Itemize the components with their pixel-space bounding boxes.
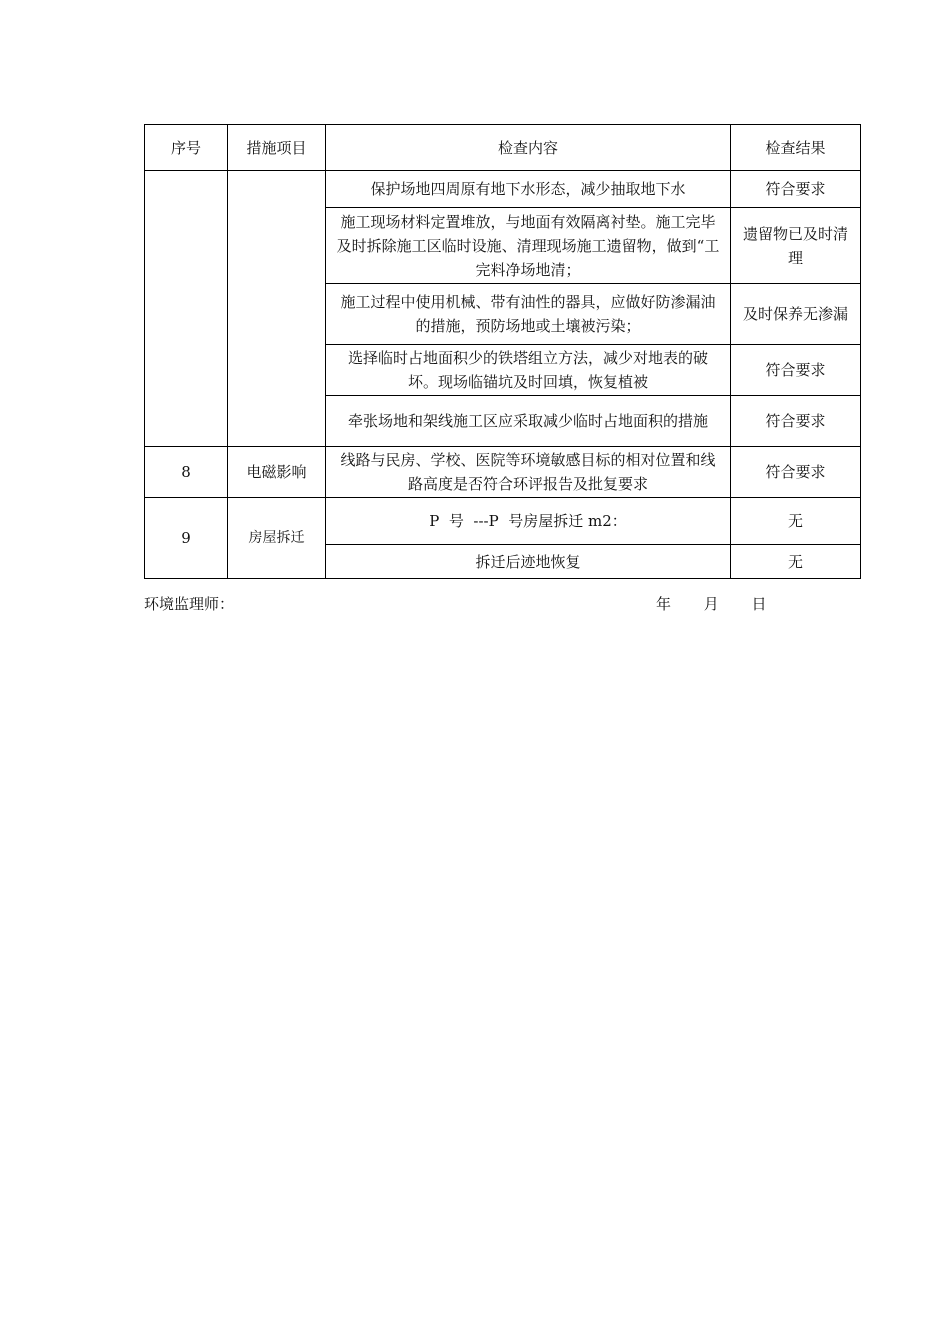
serial-number-cell: 9 [145, 498, 228, 579]
content-cell: 牵张场地和架线施工区应采取减少临时占地面积的措施 [326, 396, 731, 447]
table-row [145, 498, 861, 545]
content-cell: P 号 ---P 号房屋拆迁 m2： [326, 498, 731, 545]
date-label: 年 月 日 [656, 595, 767, 613]
signature-footer [144, 592, 860, 616]
table-row [145, 447, 861, 498]
result-cell: 无 [731, 545, 861, 579]
measure-item-cell: 房屋拆迁 [228, 498, 326, 579]
inspection-table [144, 124, 861, 579]
content-cell: 施工现场材料定置堆放，与地面有效隔离衬垫。施工完毕及时拆除施工区临时设施、清理现场施工遗留物，做到“工完料净场地清； [326, 208, 731, 284]
serial-number-cell: 8 [145, 447, 228, 498]
content-cell: 保护场地四周原有地下水形态，减少抽取地下水 [326, 171, 731, 208]
result-cell: 遗留物已及时清理 [731, 208, 861, 284]
result-cell: 符合要求 [731, 345, 861, 396]
result-cell: 符合要求 [731, 396, 861, 447]
serial-number-cell-empty [145, 171, 228, 447]
content-cell: 选择临时占地面积少的铁塔组立方法，减少对地表的破坏。现场临锚坑及时回填，恢复植被 [326, 345, 731, 396]
result-cell: 符合要求 [731, 447, 861, 498]
result-cell: 符合要求 [731, 171, 861, 208]
header-measure-item: 措施项目 [228, 125, 326, 171]
content-cell: 施工过程中使用机械、带有油性的器具，应做好防渗漏油的措施，预防场地或土壤被污染； [326, 284, 731, 345]
table-row [145, 171, 861, 208]
content-cell: 拆迁后迹地恢复 [326, 545, 731, 579]
signature-label: 环境监理师： [144, 595, 235, 613]
measure-item-cell: 电磁影响 [228, 447, 326, 498]
result-cell: 及时保养无渗漏 [731, 284, 861, 345]
measure-item-cell-empty [228, 171, 326, 447]
header-inspection-result: 检查结果 [731, 125, 861, 171]
header-serial-number: 序号 [145, 125, 228, 171]
content-cell: 线路与民房、学校、医院等环境敏感目标的相对位置和线路高度是否符合环评报告及批复要求 [326, 447, 731, 498]
table-header-row [145, 125, 861, 171]
header-inspection-content: 检查内容 [326, 125, 731, 171]
result-cell: 无 [731, 498, 861, 545]
